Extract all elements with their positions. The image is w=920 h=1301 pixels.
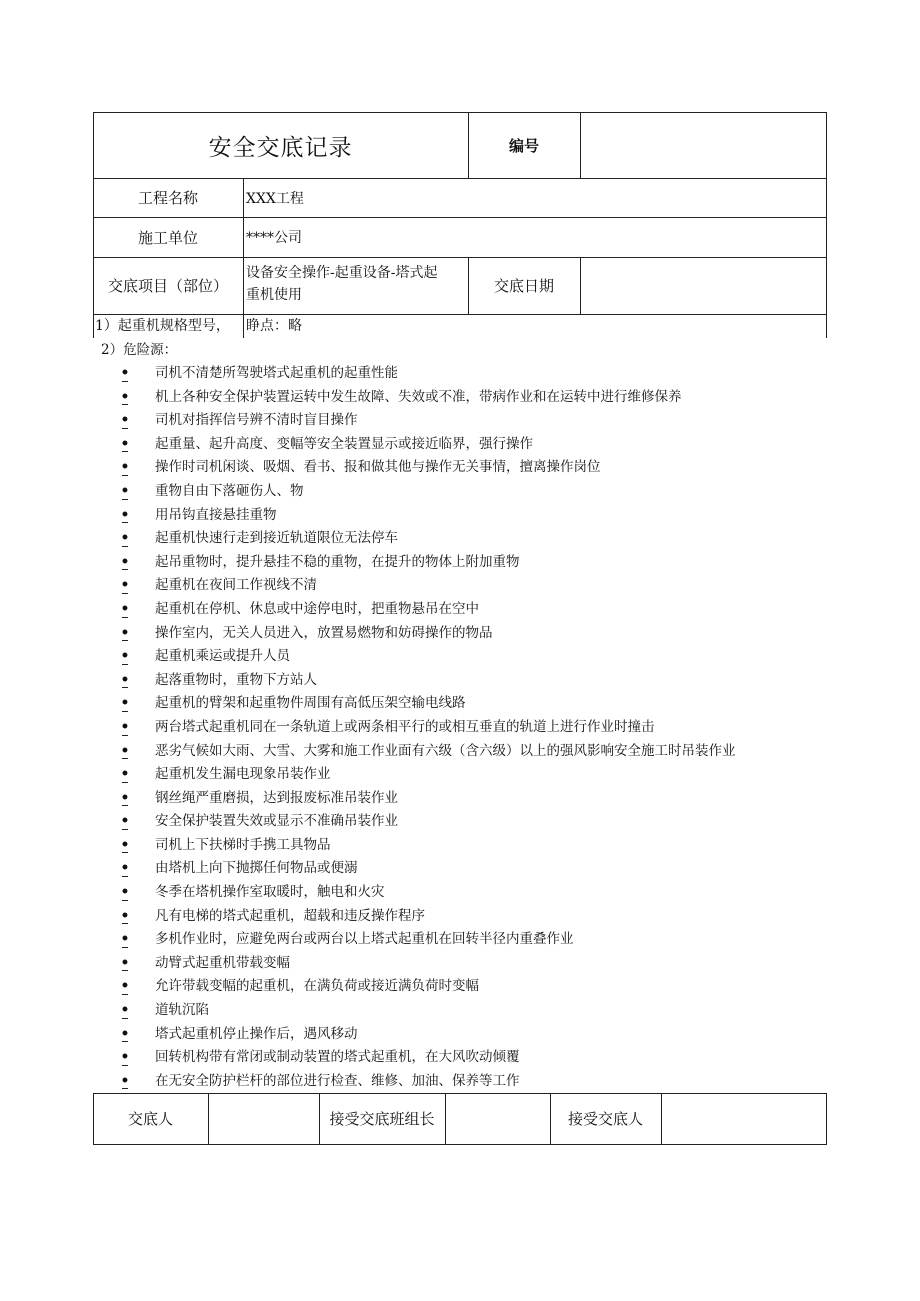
hazard-item — [120, 763, 880, 787]
hazard-text: 凡有电梯的塔式起重机，超载和违反操作程序 — [155, 907, 425, 924]
hazard-text: 道轨沉陷 — [155, 1002, 209, 1019]
hazard-list — [120, 362, 880, 1093]
item-value[interactable] — [246, 262, 466, 312]
hazard-item — [120, 834, 880, 858]
number-label: 编号 — [508, 136, 539, 155]
bullet-icon: • — [120, 574, 130, 598]
bullet-icon: • — [120, 740, 130, 764]
leader-label: 接受交底班组长 — [329, 1110, 435, 1128]
project-name-value[interactable]: XXX工程 — [246, 190, 304, 207]
bullet-icon: • — [120, 1046, 130, 1070]
hazard-item — [120, 975, 880, 999]
hazard-text: 机上各种安全保护装置运转中发生故障、失效或不准，带病作业和在运转中进行维修保养 — [155, 388, 682, 405]
hazard-text: 起重量、起升高度、变幅等安全装置显示或接近临界，强行操作 — [155, 435, 533, 452]
bullet-icon: • — [120, 952, 130, 976]
hazard-item — [120, 456, 880, 480]
contractor-label: 施工单位 — [137, 228, 198, 247]
hazard-item — [120, 480, 880, 504]
bullet-icon: • — [120, 433, 130, 457]
hazard-text: 重物自由下落砸伤人、物 — [155, 482, 304, 499]
hazard-item — [120, 574, 880, 598]
hazard-item — [120, 362, 880, 386]
bullet-icon: • — [120, 857, 130, 881]
hazard-item — [120, 1070, 880, 1094]
giver-field[interactable] — [208, 1093, 319, 1144]
hazard-item — [120, 409, 880, 433]
bullet-icon: • — [120, 1070, 130, 1094]
hazard-text: 冬季在塔机操作室取暖时，触电和火灾 — [155, 884, 385, 901]
hazard-text: 用吊钩直接悬挂重物 — [155, 506, 277, 523]
bullet-icon: • — [120, 504, 130, 528]
hazard-text: 两台塔式起重机同在一条轨道上或两条相平行的或相互垂直的轨道上进行作业时撞击 — [155, 718, 655, 735]
bullet-icon: • — [120, 692, 130, 716]
hazard-item — [120, 504, 880, 528]
hazard-text: 操作时司机闲谈、吸烟、看书、报和做其他与操作无关事情，擅离操作岗位 — [155, 459, 601, 476]
number-field[interactable] — [580, 112, 826, 178]
bullet-icon: • — [120, 527, 130, 551]
bullet-icon: • — [120, 386, 130, 410]
bullet-icon: • — [120, 810, 130, 834]
hazard-heading: 2）危险源： — [101, 342, 178, 358]
bullet-icon: • — [120, 598, 130, 622]
hazard-text: 司机上下扶梯时手携工具物品 — [155, 836, 331, 853]
hazard-item — [120, 952, 880, 976]
date-field[interactable] — [580, 257, 826, 314]
hazard-text: 起吊重物时，提升悬挂不稳的重物，在提升的物体上附加重物 — [155, 553, 520, 570]
hazard-item — [120, 999, 880, 1023]
hazard-item — [120, 905, 880, 929]
hazard-item — [120, 928, 880, 952]
bullet-icon: • — [120, 975, 130, 999]
hazard-text: 多机作业时，应避免两台或两台以上塔式起重机在回转半径内重叠作业 — [155, 931, 574, 948]
hazard-item — [120, 622, 880, 646]
bullet-icon: • — [120, 716, 130, 740]
hazard-item — [120, 740, 880, 764]
project-name-label: 工程名称 — [137, 189, 198, 207]
leader-field[interactable] — [445, 1093, 550, 1144]
hazard-text: 起重机在夜间工作视线不清 — [155, 577, 317, 594]
hazard-text: 回转机构带有常闭或制动装置的塔式起重机，在大风吹动倾覆 — [155, 1049, 520, 1066]
hazard-text: 操作室内，无关人员进入，放置易燃物和妨碍操作的物品 — [155, 624, 493, 641]
bullet-icon: • — [120, 928, 130, 952]
hazard-item — [120, 551, 880, 575]
bullet-icon: • — [120, 409, 130, 433]
hazard-text: 起落重物时，重物下方站人 — [155, 671, 317, 688]
page-title: 安全交底记录 — [208, 134, 353, 161]
bullet-icon: • — [120, 669, 130, 693]
hazard-item — [120, 810, 880, 834]
hazard-text: 钢丝绳严重磨损，达到报废标准吊装作业 — [155, 789, 398, 806]
bullet-icon: • — [120, 622, 130, 646]
hazard-text: 起重机快速行走到接近轨道限位无法停车 — [155, 530, 398, 547]
hazard-text: 起重机发生漏电现象吊装作业 — [155, 766, 331, 783]
hazard-text: 塔式起重机停止操作后，遇风移动 — [155, 1025, 358, 1042]
bullet-icon: • — [120, 787, 130, 811]
bullet-icon: • — [120, 763, 130, 787]
bullet-icon: • — [120, 456, 130, 480]
hazard-item — [120, 692, 880, 716]
receiver-field[interactable] — [661, 1093, 826, 1144]
date-label: 交底日期 — [493, 277, 554, 295]
hazard-text: 由塔机上向下抛掷任何物品或便溺 — [155, 860, 358, 877]
hazard-text: 司机对指挥信号辨不清时盲目操作 — [155, 412, 358, 429]
bullet-icon: • — [120, 881, 130, 905]
item-value-line1: 设备安全操作-起重设备-塔式起 — [246, 265, 438, 281]
spec-right: 睁点：略 — [246, 318, 302, 334]
spec-left: 1）起重机规格型号， — [95, 318, 230, 334]
hazard-text: 起重机乘运或提升人员 — [155, 648, 290, 665]
contractor-value[interactable]: ****公司 — [246, 230, 302, 246]
bullet-icon: • — [120, 362, 130, 386]
hazard-item — [120, 857, 880, 881]
hazard-text: 司机不清楚所驾驶塔式起重机的起重性能 — [155, 365, 398, 381]
bullet-icon: • — [120, 999, 130, 1023]
bullet-icon: • — [120, 551, 130, 575]
hazard-text: 安全保护装置失效或显示不准确吊装作业 — [155, 813, 398, 830]
hazard-item — [120, 598, 880, 622]
hazard-item — [120, 716, 880, 740]
hazard-text: 动臂式起重机带载变幅 — [155, 954, 290, 971]
hazard-text: 允许带载变幅的起重机，在满负荷或接近满负荷时变幅 — [155, 978, 479, 995]
hazard-item — [120, 386, 880, 410]
giver-label: 交底人 — [127, 1110, 173, 1128]
bullet-icon: • — [120, 480, 130, 504]
hazard-item — [120, 787, 880, 811]
bullet-icon: • — [120, 834, 130, 858]
bullet-icon: • — [120, 645, 130, 669]
hazard-item — [120, 1046, 880, 1070]
hazard-text: 恶劣气候如大雨、大雪、大雾和施工作业面有六级（含六级）以上的强风影响安全施工时吊装作业 — [155, 742, 736, 759]
hazard-item — [120, 527, 880, 551]
hazard-item — [120, 1023, 880, 1047]
hazard-item — [120, 669, 880, 693]
hazard-item — [120, 881, 880, 905]
item-label: 交底项目（部位） — [107, 277, 228, 295]
hazard-item — [120, 645, 880, 669]
bullet-icon: • — [120, 1023, 130, 1047]
hazard-text: 在无安全防护栏杆的部位进行检查、维修、加油、保养等工作 — [155, 1072, 520, 1089]
hazard-text: 起重机在停机、休息或中途停电时，把重物悬吊在空中 — [155, 600, 479, 617]
receiver-label: 接受交底人 — [567, 1110, 643, 1128]
bullet-icon: • — [120, 905, 130, 929]
hazard-text: 起重机的臂架和起重物件周围有高低压架空输电线路 — [155, 695, 466, 712]
item-value-line2: 重机使用 — [246, 287, 302, 303]
hazard-item — [120, 433, 880, 457]
